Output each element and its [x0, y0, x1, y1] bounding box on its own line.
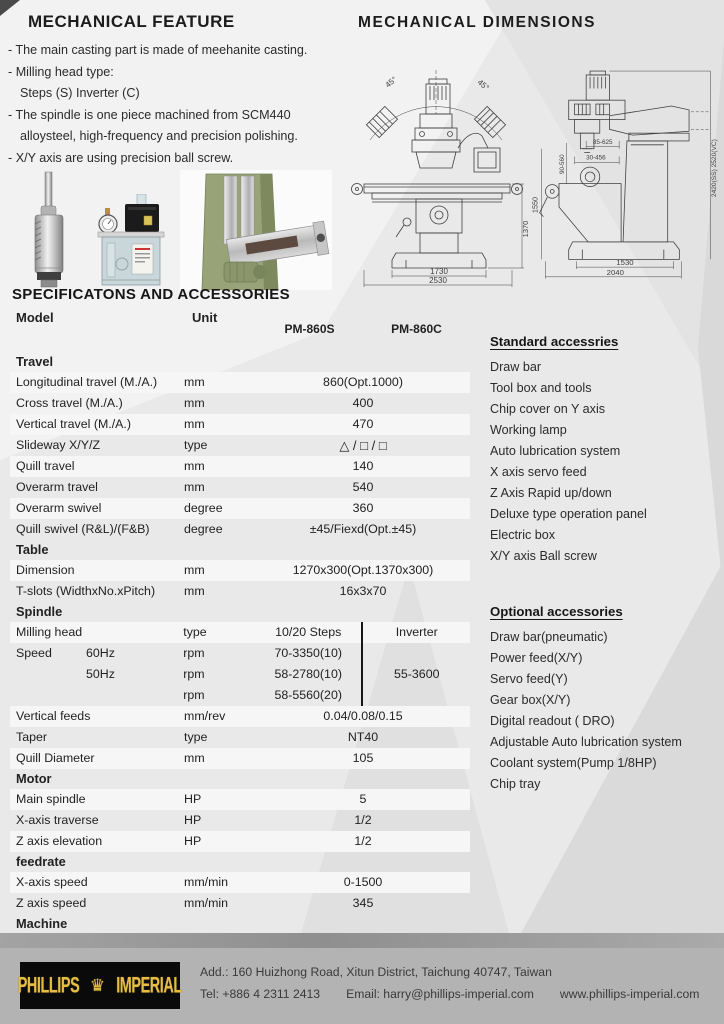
spec-section-row — [10, 602, 470, 622]
side-reach-mid-label: 30-456 — [586, 154, 606, 162]
spec-row — [10, 560, 470, 581]
spec-label: Slideway X/Y/Z — [16, 438, 101, 452]
footer-divider-strip — [0, 933, 724, 948]
front-height-label: 1370 — [521, 220, 530, 238]
spec-unit: type — [184, 438, 208, 452]
spec-unit: mm — [184, 375, 205, 389]
side-height-right-label: 2420(SS) 2520(VC) — [711, 139, 719, 198]
dimensions-title: MECHANICAL DIMENSIONS — [358, 14, 596, 31]
front-angle-right-label: 45° — [475, 77, 491, 93]
spec-label: Quill Diameter — [16, 751, 95, 765]
footer-address: Add.: 160 Huizhong Road, Xitun District, Taichung 40747, Taiwan — [200, 965, 552, 979]
header-model: Model — [16, 310, 54, 325]
spec-section-row — [10, 852, 470, 872]
front-angle-left-label: 45° — [383, 74, 399, 90]
spec-unit: mm — [184, 563, 205, 577]
spec-unit: type — [183, 625, 207, 639]
spec-section-row — [10, 540, 470, 560]
spec-value: 860(Opt.1000) — [323, 375, 403, 389]
spec-label: Motor — [16, 771, 52, 786]
spec-table-header — [10, 310, 470, 352]
spec-label: Travel — [16, 354, 53, 369]
spec-value-pm860c: Inverter — [361, 622, 470, 643]
spec-row — [10, 810, 470, 831]
front-width-inner-label: 1730 — [430, 267, 448, 276]
spec-unit: mm/min — [184, 875, 229, 889]
spec-label: Z axis speed — [16, 896, 87, 910]
spec-row — [10, 393, 470, 414]
spec-unit: degree — [184, 501, 223, 515]
side-vertical-range-label: 90-560 — [558, 154, 566, 175]
spec-row — [10, 789, 470, 810]
spec-label: Overarm swivel — [16, 501, 102, 515]
logo-text-imperial: IMPERIAL — [116, 972, 182, 998]
spec-unit: mm/rev — [184, 709, 226, 723]
spec-label: Z axis elevation — [16, 834, 103, 848]
column-slideway-photo — [180, 170, 332, 290]
spec-unit: rpm — [183, 667, 205, 681]
spec-value: 5 — [359, 792, 367, 806]
accessory-item: Chip tray — [490, 777, 541, 791]
spec-table — [10, 310, 470, 955]
spec-label: Taper — [16, 730, 47, 744]
spec-value-pm860c — [361, 685, 470, 706]
spec-value: 345 — [352, 896, 374, 910]
footer-tel: Tel: +886 4 2311 2413 — [200, 987, 321, 1001]
spec-label: Machine — [16, 916, 68, 931]
feature-bullet: - X/Y axis are using precision ball screw. — [8, 150, 234, 165]
spec-unit: mm — [184, 480, 205, 494]
spec-table-body — [10, 352, 470, 955]
lubrication-pump-photo — [92, 194, 172, 290]
spec-value-pm860c: 55-3600 — [361, 664, 470, 685]
spec-unit: HP — [184, 813, 202, 827]
spec-value: △ / □ / □ — [339, 438, 387, 453]
accessory-item: Working lamp — [490, 423, 567, 437]
spec-value-pm860s: 10/20 Steps — [275, 625, 342, 639]
accessory-item: Gear box(X/Y) — [490, 693, 571, 707]
accessory-item: Draw bar — [490, 360, 542, 374]
side-width-inner-label: 1530 — [616, 258, 634, 268]
spec-row — [10, 643, 470, 664]
spec-value: 16x3x70 — [339, 584, 387, 598]
spec-unit: degree — [184, 522, 223, 536]
spec-label — [10, 664, 183, 685]
feature-bullet: - The main casting part is made of meehanite casting. — [8, 43, 308, 57]
spec-unit: mm — [184, 751, 205, 765]
standard-accessories-list — [490, 357, 724, 567]
spec-row — [10, 872, 470, 893]
side-reach-top-label: 85-625 — [592, 138, 613, 146]
spec-row — [10, 706, 470, 727]
feature-bullet: - Milling head type: — [8, 64, 114, 79]
accessory-item: Adjustable Auto lubrication system — [490, 735, 682, 749]
spec-label: Speed 60Hz — [10, 643, 183, 664]
spec-label: X-axis traverse — [16, 813, 99, 827]
spec-unit: mm — [184, 459, 205, 473]
spec-unit: HP — [184, 834, 202, 848]
optional-accessories-list — [490, 627, 724, 795]
footer-email[interactable]: Email: harry@phillips-imperial.com — [346, 987, 534, 1001]
accessory-item: Tool box and tools — [490, 381, 592, 395]
accessory-item: Servo feed(Y) — [490, 672, 568, 686]
spec-value: ±45/Fiexd(Opt.±45) — [309, 522, 417, 536]
spec-value: 360 — [352, 501, 374, 515]
spec-value: 470 — [352, 417, 374, 431]
spec-value: 1/2 — [354, 813, 372, 827]
accessory-item: Deluxe type operation panel — [490, 507, 647, 521]
spec-row — [10, 456, 470, 477]
accessory-item: Chip cover on Y axis — [490, 402, 606, 416]
spec-row — [10, 831, 470, 852]
accessory-item: X/Y axis Ball screw — [490, 549, 597, 563]
spec-unit: rpm — [183, 646, 205, 660]
spec-value-pm860s: 58-2780(10) — [274, 667, 342, 681]
footer-contact — [200, 961, 699, 1005]
spec-row — [10, 477, 470, 498]
feature-bullet: Steps (S) Inverter (C) — [20, 86, 140, 100]
spec-value: NT40 — [347, 730, 379, 744]
header-model-s: PM-860S — [284, 322, 335, 336]
spec-label: Quill swivel (R&L)/(F&B) — [16, 522, 150, 536]
spec-label: Dimension — [16, 563, 75, 577]
accessory-item: Electric box — [490, 528, 556, 542]
spec-section-row — [10, 769, 470, 789]
feature-title: MECHANICAL FEATURE — [28, 12, 235, 31]
accessory-item: Auto lubrication system — [490, 444, 621, 458]
spec-section-row — [10, 352, 470, 372]
spec-row — [10, 372, 470, 393]
spec-label: Quill travel — [16, 459, 75, 473]
crown-crest-icon: ♛ — [89, 976, 106, 995]
optional-accessories — [490, 604, 724, 795]
spec-label: Spindle — [16, 604, 63, 619]
standard-accessories-title: Standard accessries — [490, 334, 619, 349]
spec-row — [10, 622, 470, 643]
spec-label: Main spindle — [16, 792, 86, 806]
spec-label: Vertical feeds — [16, 709, 91, 723]
spec-row — [10, 664, 470, 685]
header-model-c: PM-860C — [391, 322, 442, 336]
spec-value: 400 — [352, 396, 374, 410]
spec-row — [10, 893, 470, 914]
header-unit: Unit — [192, 310, 218, 325]
spec-value: 0.04/0.08/0.15 — [323, 709, 403, 723]
spec-section-row — [10, 914, 470, 934]
spec-unit: rpm — [183, 688, 205, 702]
spec-row — [10, 685, 470, 706]
spec-unit: mm/min — [184, 896, 229, 910]
spec-row — [10, 748, 470, 769]
spec-label: Vertical travel (M./A.) — [16, 417, 131, 431]
standard-accessories — [490, 334, 724, 567]
footer — [0, 948, 724, 1024]
feature-list — [8, 40, 338, 169]
spec-unit: type — [184, 730, 208, 744]
spec-value-pm860s: 58-5560(20) — [274, 688, 342, 702]
spec-label: Cross travel (M./A.) — [16, 396, 123, 410]
company-logo — [17, 962, 182, 1009]
spec-unit: mm — [184, 417, 205, 431]
spec-label: X-axis speed — [16, 875, 88, 889]
accessory-item: X axis servo feed — [490, 465, 587, 479]
spec-value: 0-1500 — [343, 875, 383, 889]
accessory-item: Draw bar(pneumatic) — [490, 630, 608, 644]
spec-label: feedrate — [16, 854, 66, 869]
side-view-drawing — [526, 56, 724, 288]
accessory-item: Z Axis Rapid up/down — [490, 486, 612, 500]
front-width-outer-label: 2530 — [429, 276, 447, 285]
product-photos — [12, 166, 332, 290]
spec-row — [10, 519, 470, 540]
accessory-item: Power feed(X/Y) — [490, 651, 583, 665]
spec-label: Table — [16, 542, 49, 557]
spec-sublabel: 60Hz — [86, 646, 115, 660]
spec-value: 1/2 — [354, 834, 372, 848]
spec-label: Milling head — [16, 625, 83, 639]
spec-value: 1270x300(Opt.1370x300) — [292, 563, 434, 577]
feature-bullet: alloysteel, high-frequency and precision polishing. — [20, 129, 298, 143]
spec-title: SPECIFICATONS AND ACCESSORIES — [12, 286, 290, 303]
side-height-left-label: 1550 — [530, 196, 540, 214]
feature-bullet: - The spindle is one piece machined from SCM440 — [8, 107, 291, 122]
spec-unit: mm — [184, 396, 205, 410]
optional-accessories-title: Optional accessories — [490, 604, 623, 619]
spec-value-pm860s: 70-3350(10) — [274, 646, 342, 660]
footer-website[interactable]: www.phillips-imperial.com — [559, 987, 700, 1001]
spec-value: 540 — [352, 480, 374, 494]
accessory-item: Coolant system(Pump 1/8HP) — [490, 756, 657, 770]
side-width-outer-label: 2040 — [606, 267, 624, 277]
spec-row — [10, 727, 470, 748]
spec-unit: mm — [184, 584, 205, 598]
spec-label — [10, 685, 183, 706]
spec-sublabel: 50Hz — [86, 667, 115, 681]
spindle-photo — [12, 170, 84, 290]
spec-label: Overarm travel — [16, 480, 98, 494]
front-view-drawing — [336, 56, 536, 288]
accessory-item: Digital readout ( DRO) — [490, 714, 615, 728]
spec-value-pm860c — [361, 643, 470, 664]
spec-row — [10, 435, 470, 456]
spec-value: 140 — [352, 459, 374, 473]
logo-text-phillips: PHILLIPS — [17, 972, 80, 998]
spec-row — [10, 414, 470, 435]
spec-label: T-slots (WidthxNo.xPitch) — [16, 584, 156, 598]
spec-value: 105 — [352, 751, 374, 765]
spec-row — [10, 498, 470, 519]
spec-label: Longitudinal travel (M./A.) — [16, 375, 158, 389]
spec-unit: HP — [184, 792, 202, 806]
spec-row — [10, 581, 470, 602]
